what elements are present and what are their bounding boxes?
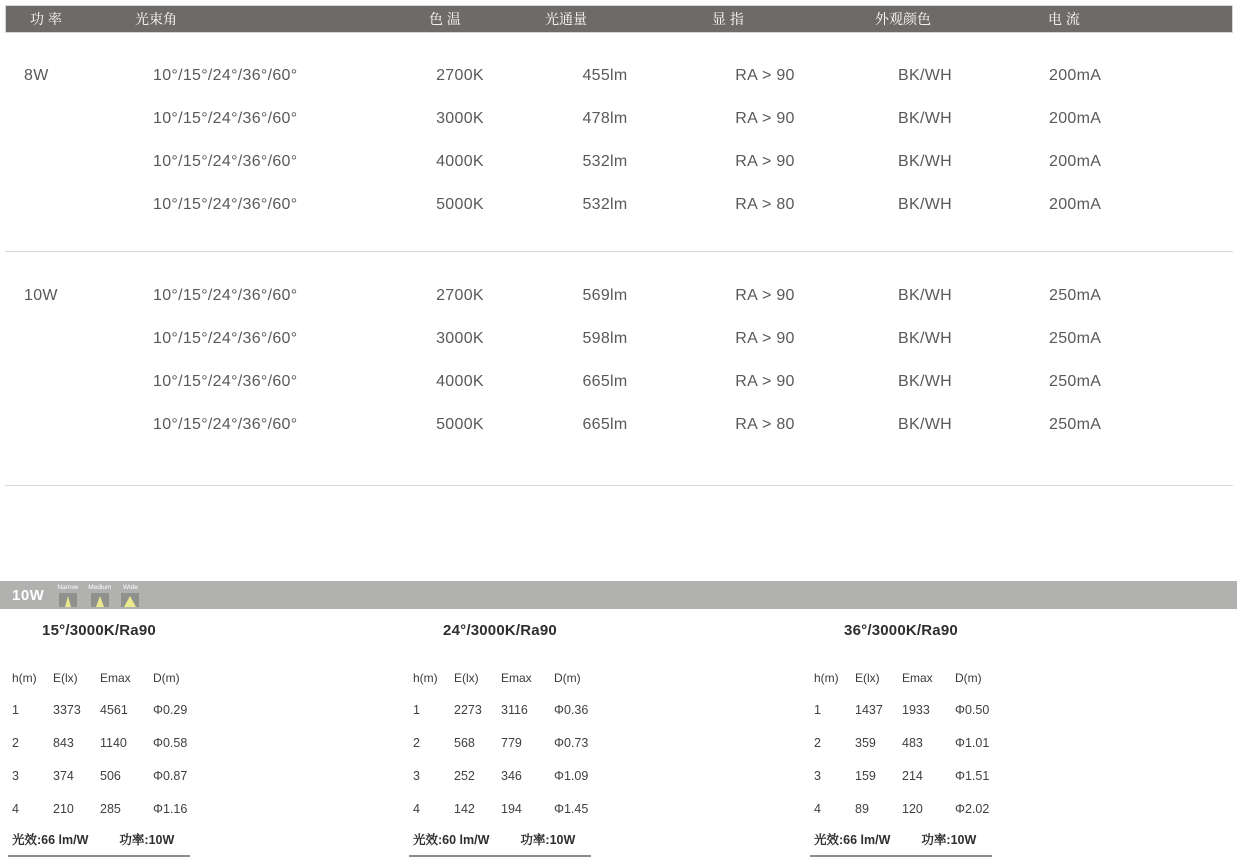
beam-cell: 10°/15°/24°/36°/60° (153, 286, 298, 304)
cct-cell: 4000K (436, 372, 484, 390)
pc: 89 (855, 801, 869, 816)
ph-diameter-header: D(m) (955, 671, 982, 685)
ph-elx-header: E(lx) (53, 671, 78, 685)
power-cell: 8W (24, 66, 49, 84)
col-header-flux: 光通量 (545, 11, 587, 27)
pc: Φ0.29 (153, 702, 188, 717)
pc: 4 (413, 801, 420, 816)
beam-cell: 10°/15°/24°/36°/60° (153, 109, 298, 127)
medium-beam-label: Medium (88, 584, 112, 591)
efficacy-label: 光效:60 lm/W (413, 833, 490, 847)
table-row (5, 403, 1233, 446)
pc: 3 (814, 768, 821, 783)
photometric-table-title: 24°/3000K/Ra90 (443, 622, 557, 639)
flux-cell: 532lm (582, 152, 628, 170)
beam-icons (57, 583, 139, 607)
beam-cell: 10°/15°/24°/36°/60° (153, 195, 298, 213)
cct-cell: 5000K (436, 415, 484, 433)
cri-cell: RA > 90 (735, 66, 795, 84)
finish-cell: BK/WH (898, 286, 952, 304)
ph-emax-header: Emax (100, 671, 131, 685)
wide-beam-icon (121, 584, 139, 607)
ph-elx-header: E(lx) (855, 671, 880, 685)
pc: 285 (100, 801, 121, 816)
table-row (5, 140, 1233, 183)
finish-cell: BK/WH (898, 329, 952, 347)
col-header-current: 电 流 (1048, 11, 1080, 27)
pc: Φ0.73 (554, 735, 589, 750)
finish-cell: BK/WH (898, 195, 952, 213)
pc: Φ1.16 (153, 801, 188, 816)
col-header-cri: 显 指 (712, 11, 744, 27)
photometric-table-24deg (409, 609, 609, 857)
narrow-beam-icon (57, 584, 78, 607)
flux-cell: 532lm (582, 195, 628, 213)
pc: 1 (814, 702, 821, 717)
photometric-table-title: 15°/3000K/Ra90 (42, 622, 156, 639)
pc: 2 (814, 735, 821, 750)
power-cell: 10W (24, 286, 58, 304)
pc: 214 (902, 768, 923, 783)
beam-cell: 10°/15°/24°/36°/60° (153, 415, 298, 433)
ph-emax-header: Emax (501, 671, 532, 685)
cct-cell: 4000K (436, 152, 484, 170)
cri-cell: RA > 80 (735, 195, 795, 213)
ph-emax-header: Emax (902, 671, 933, 685)
photometric-bar (0, 581, 1237, 609)
finish-cell: BK/WH (898, 415, 952, 433)
table-row (5, 274, 1233, 317)
pc: 1 (413, 702, 420, 717)
beam-cell: 10°/15°/24°/36°/60° (153, 66, 298, 84)
cri-cell: RA > 90 (735, 372, 795, 390)
current-cell: 200mA (1049, 66, 1102, 84)
beam-cell: 10°/15°/24°/36°/60° (153, 372, 298, 390)
table-row (5, 360, 1233, 403)
col-header-beam: 光束角 (135, 11, 177, 27)
ph-elx-header: E(lx) (454, 671, 479, 685)
pc: 779 (501, 735, 522, 750)
pc: 1437 (855, 702, 883, 717)
table-row (5, 97, 1233, 140)
pc: 3 (413, 768, 420, 783)
cri-cell: RA > 90 (735, 109, 795, 127)
current-cell: 200mA (1049, 195, 1102, 213)
pc: Φ0.58 (153, 735, 188, 750)
pc: Φ0.50 (955, 702, 990, 717)
cri-cell: RA > 80 (735, 415, 795, 433)
flux-cell: 569lm (582, 286, 628, 304)
cct-cell: 3000K (436, 329, 484, 347)
col-header-power: 功 率 (30, 11, 62, 27)
col-header-finish: 外观颜色 (875, 11, 931, 27)
photometric-grid (810, 663, 1010, 825)
pc: 1933 (902, 702, 930, 717)
photometric-table-36deg (810, 609, 1010, 857)
power-label: 功率:10W (520, 833, 576, 847)
pc: Φ1.51 (955, 768, 990, 783)
col-header-cct: 色 温 (429, 11, 461, 27)
photometric-footer (8, 830, 190, 857)
pc: Φ0.87 (153, 768, 188, 783)
current-cell: 200mA (1049, 109, 1102, 127)
pc: 2 (12, 735, 19, 750)
flux-cell: 665lm (582, 415, 628, 433)
pc: 4561 (100, 702, 128, 717)
pc: 374 (53, 768, 74, 783)
pc: 483 (902, 735, 923, 750)
current-cell: 250mA (1049, 372, 1102, 390)
ph-height-header: h(m) (12, 671, 37, 685)
photometric-footer (810, 830, 992, 857)
pc: 3116 (501, 702, 528, 717)
finish-cell: BK/WH (898, 109, 952, 127)
cri-cell: RA > 90 (735, 329, 795, 347)
flux-cell: 455lm (582, 66, 628, 84)
ph-diameter-header: D(m) (554, 671, 581, 685)
current-cell: 200mA (1049, 152, 1102, 170)
current-cell: 250mA (1049, 286, 1102, 304)
photometric-table-15deg (8, 609, 208, 857)
flux-cell: 598lm (582, 329, 628, 347)
power-label: 功率:10W (921, 833, 977, 847)
cct-cell: 5000K (436, 195, 484, 213)
table-row (5, 183, 1233, 226)
finish-cell: BK/WH (898, 152, 952, 170)
ph-height-header: h(m) (814, 671, 839, 685)
power-label: 功率:10W (119, 833, 175, 847)
pc: 210 (53, 801, 74, 816)
ph-diameter-header: D(m) (153, 671, 180, 685)
pc: Φ0.36 (554, 702, 589, 717)
photometric-grid (409, 663, 609, 825)
photometric-bar-power-label: 10W (12, 586, 45, 604)
spec-table-header (5, 5, 1233, 33)
pc: 2 (413, 735, 420, 750)
pc: 252 (454, 768, 475, 783)
flux-cell: 665lm (582, 372, 628, 390)
photometric-table-title: 36°/3000K/Ra90 (844, 622, 958, 639)
narrow-beam-label: Narrow (57, 584, 79, 591)
table-row (5, 54, 1233, 97)
wide-beam-label: Wide (123, 584, 138, 591)
efficacy-label: 光效:66 lm/W (814, 833, 891, 847)
pc: 568 (454, 735, 475, 750)
current-cell: 250mA (1049, 329, 1102, 347)
pc: 120 (902, 801, 923, 816)
pc: 1140 (100, 735, 127, 750)
finish-cell: BK/WH (898, 372, 952, 390)
pc: 506 (100, 768, 121, 783)
spec-table (5, 5, 1233, 486)
pc: 159 (855, 768, 876, 783)
pc: 359 (855, 735, 876, 750)
beam-cell: 10°/15°/24°/36°/60° (153, 329, 298, 347)
medium-beam-icon (88, 584, 111, 607)
current-cell: 250mA (1049, 415, 1102, 433)
pc: 4 (814, 801, 821, 816)
cct-cell: 3000K (436, 109, 484, 127)
pc: Φ1.01 (955, 735, 990, 750)
pc: 4 (12, 801, 19, 816)
pc: Φ1.09 (554, 768, 589, 783)
photometric-tables (8, 609, 1010, 857)
narrow-beam-glyph (59, 593, 77, 607)
cri-cell: RA > 90 (735, 286, 795, 304)
table-row (5, 317, 1233, 360)
cct-cell: 2700K (436, 286, 484, 304)
pc: 3 (12, 768, 19, 783)
pc: 1 (12, 702, 19, 717)
beam-cell: 10°/15°/24°/36°/60° (153, 152, 298, 170)
pc: 2273 (454, 702, 482, 717)
cri-cell: RA > 90 (735, 152, 795, 170)
pc: Φ1.45 (554, 801, 589, 816)
pc: 346 (501, 768, 522, 783)
spec-group-10w (5, 252, 1233, 486)
cct-cell: 2700K (436, 66, 484, 84)
ph-height-header: h(m) (413, 671, 438, 685)
photometric-footer (409, 830, 591, 857)
pc: 142 (454, 801, 475, 816)
spec-group-8w (5, 33, 1233, 252)
flux-cell: 478lm (582, 109, 628, 127)
pc: 3373 (53, 702, 81, 717)
wide-beam-glyph (121, 593, 139, 607)
pc: 843 (53, 735, 74, 750)
finish-cell: BK/WH (898, 66, 952, 84)
pc: 194 (501, 801, 522, 816)
medium-beam-glyph (91, 593, 109, 607)
pc: Φ2.02 (955, 801, 990, 816)
photometric-grid (8, 663, 208, 825)
efficacy-label: 光效:66 lm/W (12, 833, 89, 847)
